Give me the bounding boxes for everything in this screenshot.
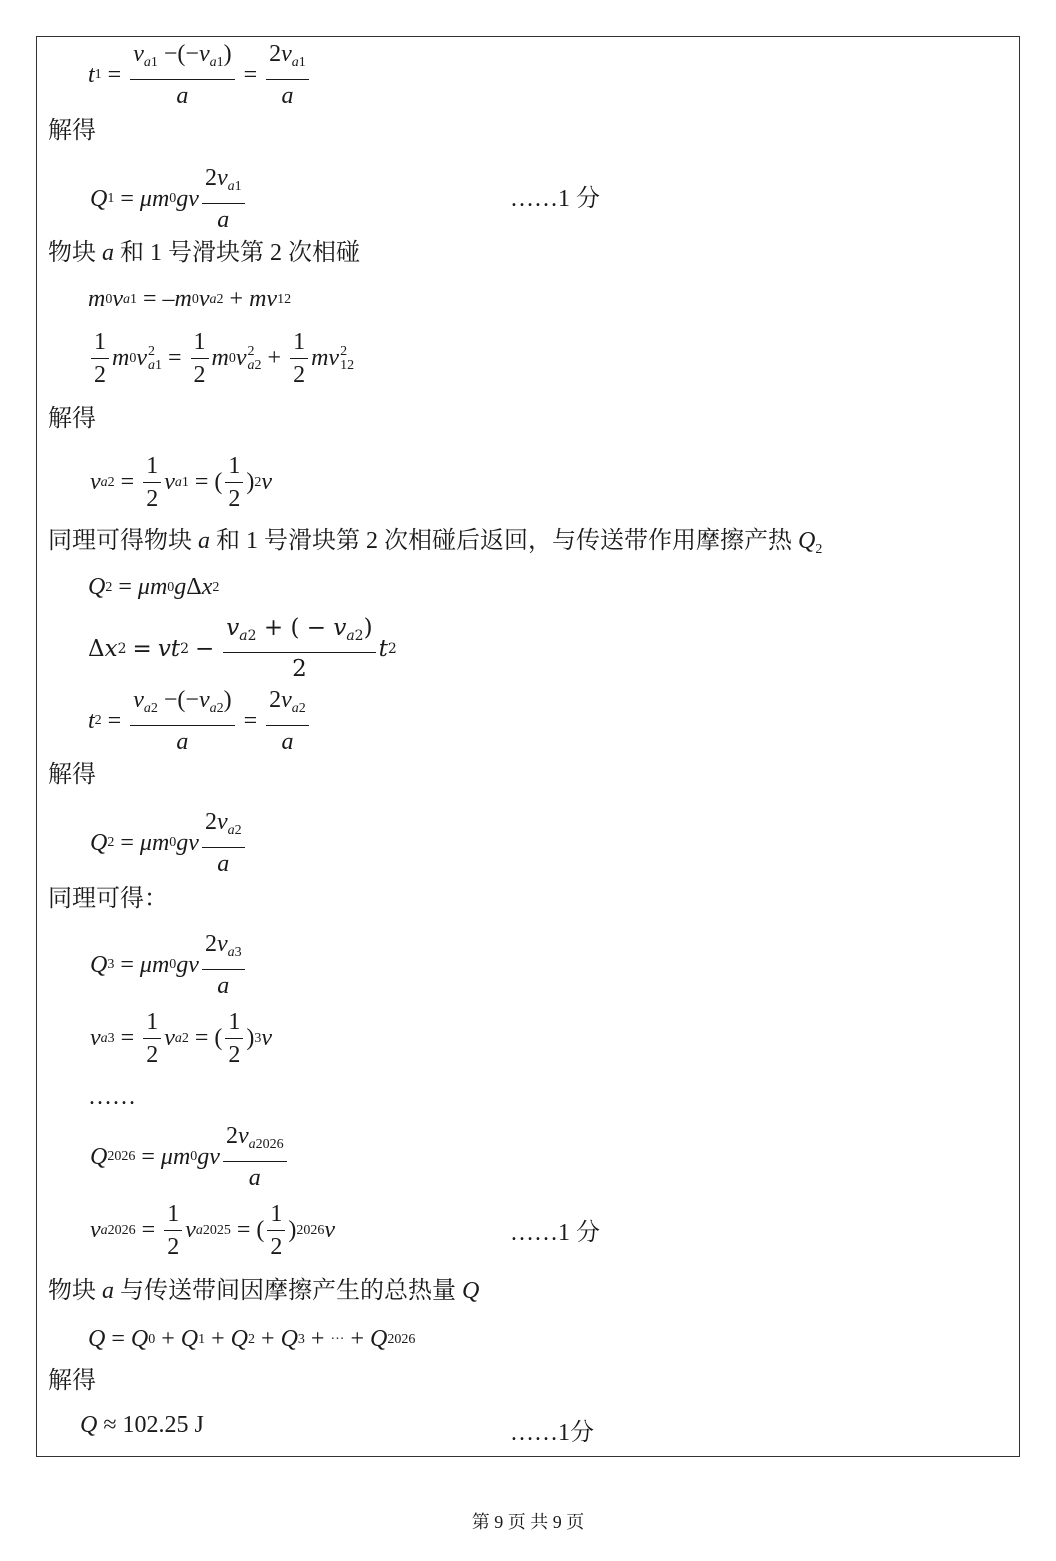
equation-total-q: Q = Q 0 + Q 1 + Q 2 + Q 3 + ··· + Q 2026 [88, 1326, 416, 1352]
text-total-heading: 物块 a 与传送带间因摩擦产生的总热量 Q [48, 1278, 480, 1304]
equation-t2: t 2 = $\frac{v_{a2} -(-v_{a2})}{a}$ = $\frac{2v_{a2}}{a}$ [88, 686, 312, 756]
text-jiede-3: 解得 [48, 762, 96, 788]
score-2: ……1 分 [510, 1220, 600, 1246]
page-footer: 第 9 页 共 9 页 [471, 1512, 585, 1532]
text-jiede-2: 解得 [48, 406, 96, 432]
equation-q2026: Q 2026 = μm 0 gv $\frac{2v_{a2026}}{a}$ [90, 1122, 290, 1192]
equation-q2-def: Q 2 = μm 0 g Δ x 2 [88, 574, 220, 600]
score-1: ……1 分 [510, 186, 600, 212]
equation-q3: Q 3 = μm 0 gv $\frac{2v_{a3}}{a}$ [90, 930, 248, 1000]
text-tongli: 同理可得： [48, 886, 168, 912]
text-q2-heading: 同理可得物块 a 和 1 号滑块第 2 次相碰后返回，与传送带作用摩擦产热 $Q_2$ [48, 528, 823, 557]
text-jiede-4: 解得 [48, 1368, 96, 1394]
equation-momentum: m 0 v a1 = – m 0 v a2 + mv 12 [88, 286, 292, 312]
equation-energy: $\frac{1}{2}$ m 0 v 2 a1 = $\frac{1}{2}$ m 0 v 2 a2 + $\frac{1}{2}$ mv 2 12 [88, 328, 354, 389]
text-ellipsis: …… [88, 1084, 136, 1110]
equation-va2: v a2 = $\frac{1}{2}$ v a1 = ( $\frac{1}{2}$ ) 2 v [90, 453, 273, 512]
equation-q2: Q 2 = μm 0 gv $\frac{2v_{a2}}{a}$ [90, 808, 248, 878]
equation-q1: Q 1 = μm 0 gv $\frac{2v_{a1}}{a}$ [90, 164, 248, 234]
equation-result: Q ≈ 102.25 J [80, 1412, 204, 1438]
equation-t1: t 1 = $\frac{v_{a1} -(-v_{a1})}{a}$ = $\frac{2v_{a1}}{a}$ [88, 40, 312, 110]
text-collision-2: 物块 a 和 1 号滑块第 2 次相碰 [48, 240, 360, 266]
text-jiede-1: 解得 [48, 118, 96, 144]
equation-va3: v a3 = $\frac{1}{2}$ v a2 = ( $\frac{1}{2}$ ) 3 v [90, 1009, 273, 1068]
equation-va2026: v a2026 = $\frac{1}{2}$ v a2025 = ( $\frac{1}{2}$ ) 2026 v [90, 1201, 336, 1260]
score-3: ……1分 [510, 1420, 594, 1446]
equation-dx2: Δ x 2 = vt 2 − $\frac{v_{a2} + ( - v_{a2})}{2}$ t 2 [88, 615, 397, 682]
